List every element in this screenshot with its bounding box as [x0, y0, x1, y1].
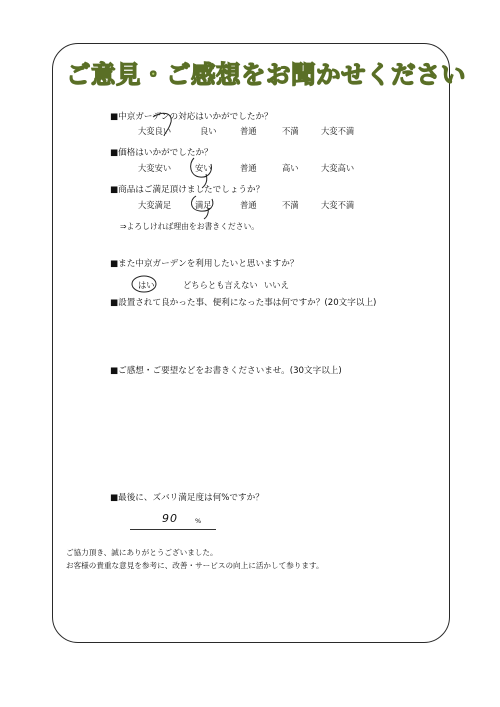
option-service-very-good[interactable]: 大変良い	[138, 126, 172, 136]
option-service-good[interactable]: 良い	[200, 126, 217, 136]
question-product: ■商品はご満足頂けましたでしょうか？	[110, 185, 265, 195]
question-benefits: ■設置されて良かった事、便利になった事は何ですか？(20文字以上)	[110, 298, 377, 308]
option-product-normal[interactable]: 普通	[240, 200, 257, 210]
question-comments: ■ご感想・ご要望などをお書きくださいませ。(30文字以上)	[110, 366, 342, 376]
option-price-cheap[interactable]: 安い	[195, 163, 212, 173]
option-price-normal[interactable]: 普通	[240, 163, 257, 173]
option-price-expensive[interactable]: 高い	[282, 163, 299, 173]
question-service: ■中京ガーデンの対応はいかがでしたか？	[110, 112, 273, 122]
option-price-very-expensive[interactable]: 大変高い	[321, 163, 355, 173]
option-service-very-dissatisfied[interactable]: 大変不満	[321, 126, 355, 136]
option-reuse-neutral[interactable]: どちらとも言えない	[183, 280, 258, 290]
reason-prompt: ⇒よろしければ理由をお書きください。	[120, 222, 260, 231]
question-reuse: ■また中京ガーデンを利用したいと思いますか？	[110, 259, 299, 269]
thanks-note: ご協力頂き、誠にありがとうございました。	[66, 548, 218, 557]
survey-title: ご意見・ご感想をお聞かせください	[66, 60, 466, 89]
option-price-very-cheap[interactable]: 大変安い	[138, 163, 172, 173]
option-product-dissatisfied[interactable]: 不満	[282, 200, 299, 210]
handwritten-circle-mark	[130, 273, 160, 299]
option-product-very-satisfied[interactable]: 大変満足	[138, 200, 172, 210]
question-price: ■価格はいかがでしたか？	[110, 148, 213, 158]
satisfaction-answer-value: 90	[162, 512, 178, 525]
option-reuse-no[interactable]: いいえ	[264, 280, 289, 290]
option-product-satisfied[interactable]: 満足	[195, 200, 212, 210]
handwritten-check-mark	[147, 108, 187, 142]
satisfaction-percent-unit: %	[195, 517, 202, 525]
option-service-dissatisfied[interactable]: 不満	[282, 126, 299, 136]
option-product-very-dissatisfied[interactable]: 大変不満	[321, 200, 355, 210]
question-satisfaction-percent: ■最後に、ズバリ満足度は何%ですか？	[110, 493, 264, 503]
option-service-normal[interactable]: 普通	[240, 126, 257, 136]
improvement-note: お客様の貴重な意見を参考に、改善・サービスの向上に活かして参ります。	[66, 561, 324, 570]
option-reuse-yes[interactable]: はい	[138, 280, 155, 290]
